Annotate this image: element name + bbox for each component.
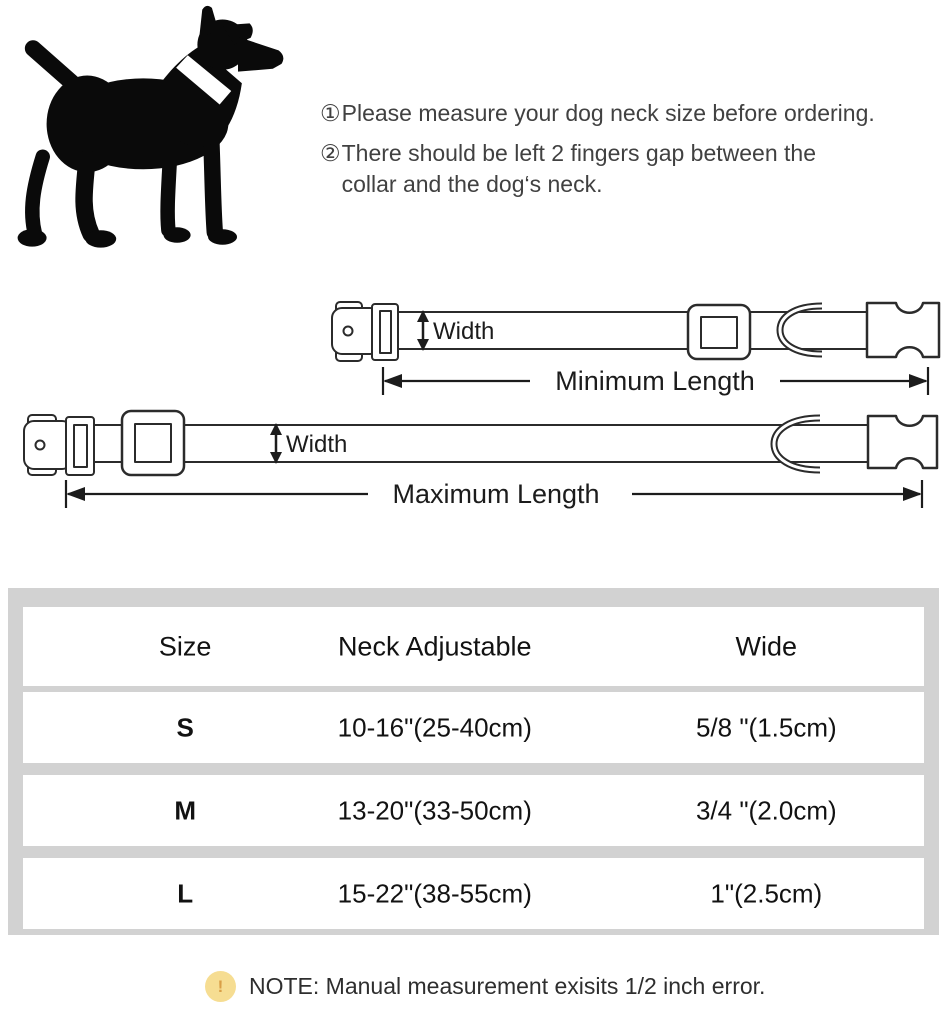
table-row-s <box>23 692 924 763</box>
width-label-min: Width <box>433 318 495 345</box>
instruction-1-text: Please measure your dog neck size before ordering. <box>341 100 875 126</box>
dog-head <box>197 6 283 72</box>
instruction-2-text <box>342 138 942 200</box>
instruction-2-line2: collar and the dog‘s neck. <box>341 171 603 197</box>
size-table <box>8 588 939 935</box>
collar-strap <box>94 425 870 462</box>
instruction-1-number: ① <box>320 100 341 126</box>
header-neck-adjustable: Neck Adjustable <box>337 631 532 661</box>
width-label-max: Width <box>286 431 348 458</box>
instruction-item-2 <box>320 138 942 200</box>
minimum-length-label: Minimum Length <box>555 366 755 396</box>
measuring-instructions <box>320 98 942 209</box>
row-s-neck: 10-16"(25-40cm) <box>337 712 532 742</box>
buckle-female <box>332 302 398 361</box>
row-m-neck: 13-20"(33-50cm) <box>337 795 532 825</box>
instruction-2-number: ② <box>320 140 341 166</box>
row-m-size: M <box>174 795 197 825</box>
maximum-length-label: Maximum Length <box>392 479 600 509</box>
row-l-wide: 1"(2.5cm) <box>710 878 823 908</box>
row-m-wide: 3/4 "(2.0cm) <box>695 795 837 825</box>
buckle-male <box>867 303 939 357</box>
instruction-item-1 <box>320 98 942 129</box>
collar-diagram-minimum <box>322 296 947 404</box>
header-size: Size <box>158 631 212 661</box>
slider-buckle <box>122 411 184 475</box>
row-l-neck: 15-22"(38-55cm) <box>337 878 532 908</box>
row-s-wide: 5/8 "(1.5cm) <box>695 712 837 742</box>
note <box>205 971 765 1002</box>
slider-buckle <box>688 305 750 359</box>
row-l-size: L <box>177 878 194 908</box>
table-row-l <box>23 858 924 929</box>
exclamation-icon: ! <box>205 971 236 1002</box>
dog-silhouette-icon <box>6 4 296 265</box>
row-s-size: S <box>176 712 194 742</box>
collar-diagram-maximum <box>10 404 947 516</box>
instruction-2-line1: There should be left 2 fingers gap between the <box>341 140 816 166</box>
size-table-header-row <box>23 607 924 686</box>
header-wide: Wide <box>735 631 798 661</box>
buckle-female <box>24 415 94 475</box>
table-row-m <box>23 775 924 846</box>
buckle-male <box>868 416 937 468</box>
note-text: NOTE: Manual measurement exisits 1/2 inch error. <box>249 973 766 999</box>
